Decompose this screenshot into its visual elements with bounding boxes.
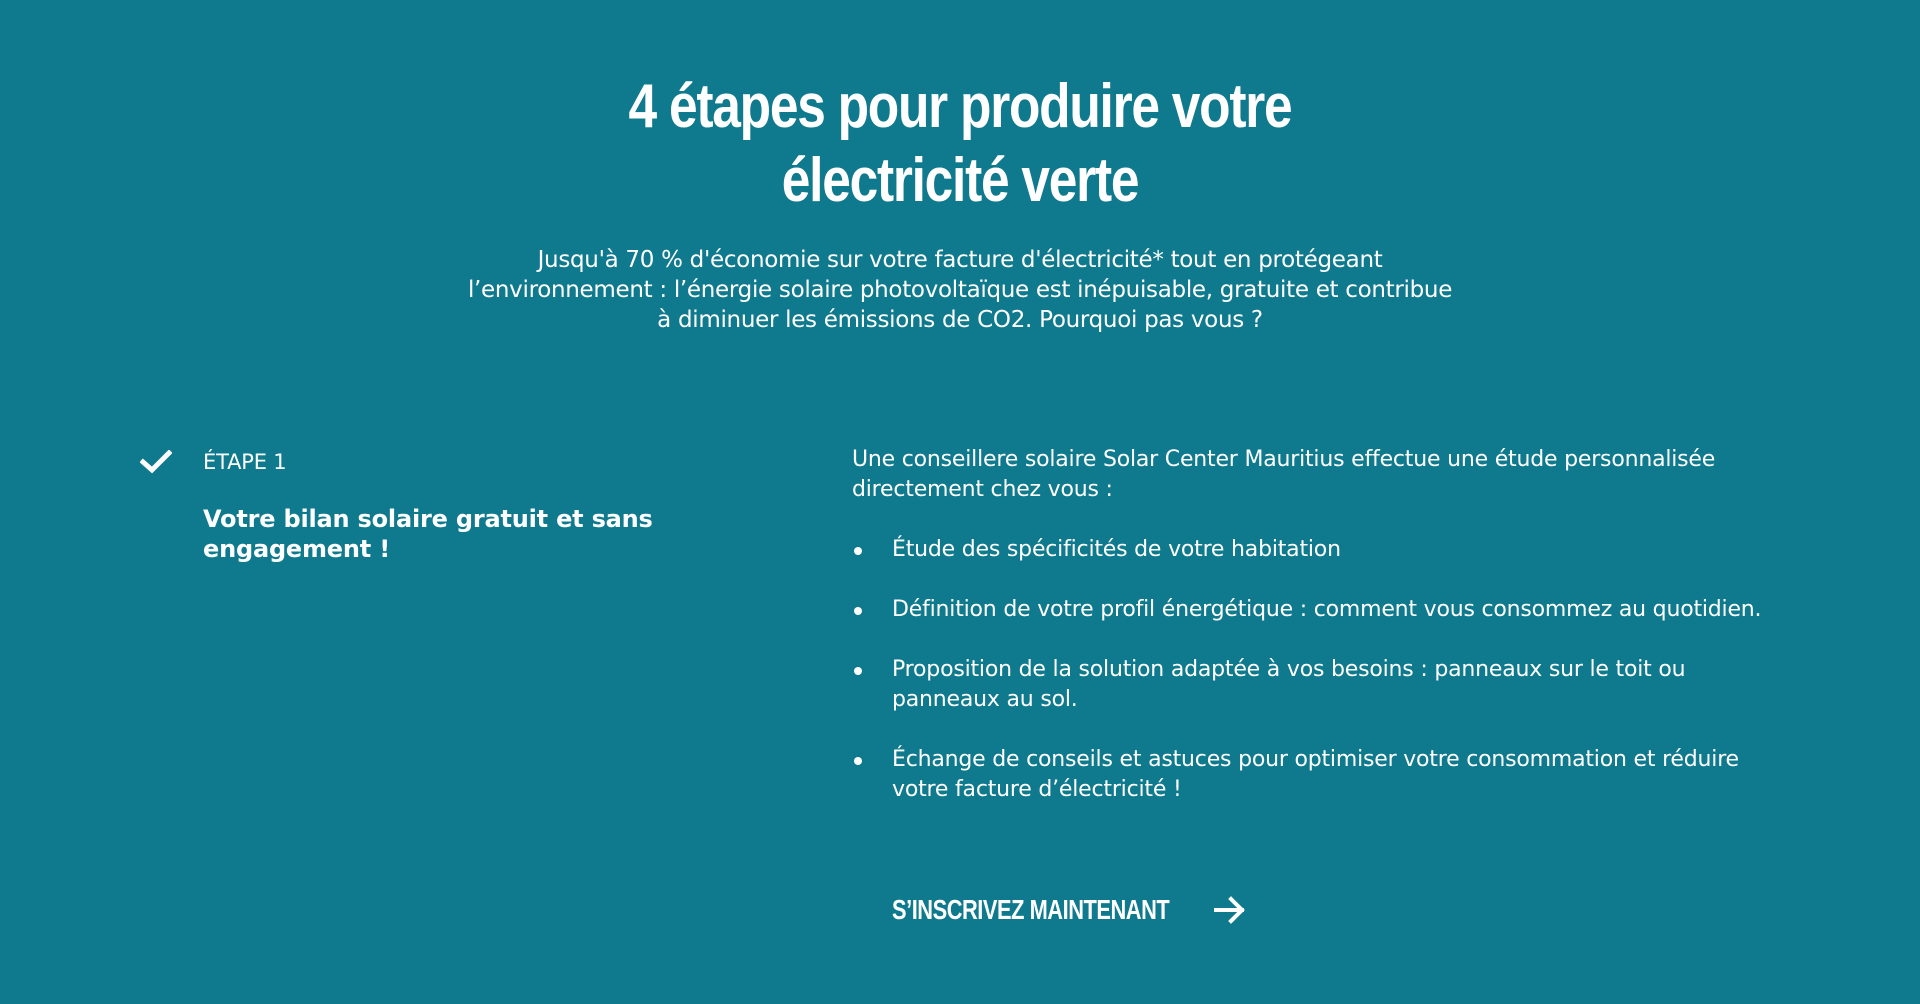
bullet-icon [854,547,862,555]
bullet-icon [854,607,862,615]
check-icon [140,450,172,474]
list-item [852,595,1792,625]
list-item-text: Échange de conseils et astuces pour optimiser votre consommation et réduire votre facture d’électricité ! [892,747,1739,802]
list-item-text: Proposition de la solution adaptée à vos besoins : panneaux sur le toit ou panneaux au sol. [892,657,1686,712]
register-now-link[interactable] [892,893,1246,927]
list-item-text: Définition de votre profil énergétique : comment vous consommez au quotidien. [892,597,1762,622]
subtitle-line-2: l’environnement : l’énergie solaire photovoltaïque est inépuisable, gratuite et contribue [467,277,1453,303]
bullet-icon [854,667,862,675]
register-now-label: S’INSCRIVEZ MAINTENANT [892,894,1170,925]
subtitle-line-3: à diminuer les émissions de CO2. Pourquoi pas vous ? [657,307,1263,333]
step-title: Votre bilan solaire gratuit et sans engagement ! [203,505,653,563]
list-item [852,535,1792,565]
step-intro: Une conseillere solaire Solar Center Mauritius effectue une étude personnalisée directement chez vous : [852,447,1716,502]
page-title-line-2: électricité verte [781,146,1139,215]
step-details [852,445,1792,835]
step-bullet-list [852,535,1792,805]
page-title [163,70,1757,218]
list-item-text: Étude des spécificités de votre habitation [892,537,1341,562]
arrow-right-icon [1214,896,1246,924]
bullet-icon [854,757,862,765]
subtitle-line-1: Jusqu'à 70 % d'économie sur votre facture d'électricité* tout en protégeant [537,247,1383,273]
step-label: ÉTAPE 1 [203,450,287,474]
list-item [852,745,1792,805]
page-subtitle [390,245,1530,335]
page-title-line-1: 4 étapes pour produire votre [628,72,1292,141]
list-item [852,655,1792,715]
